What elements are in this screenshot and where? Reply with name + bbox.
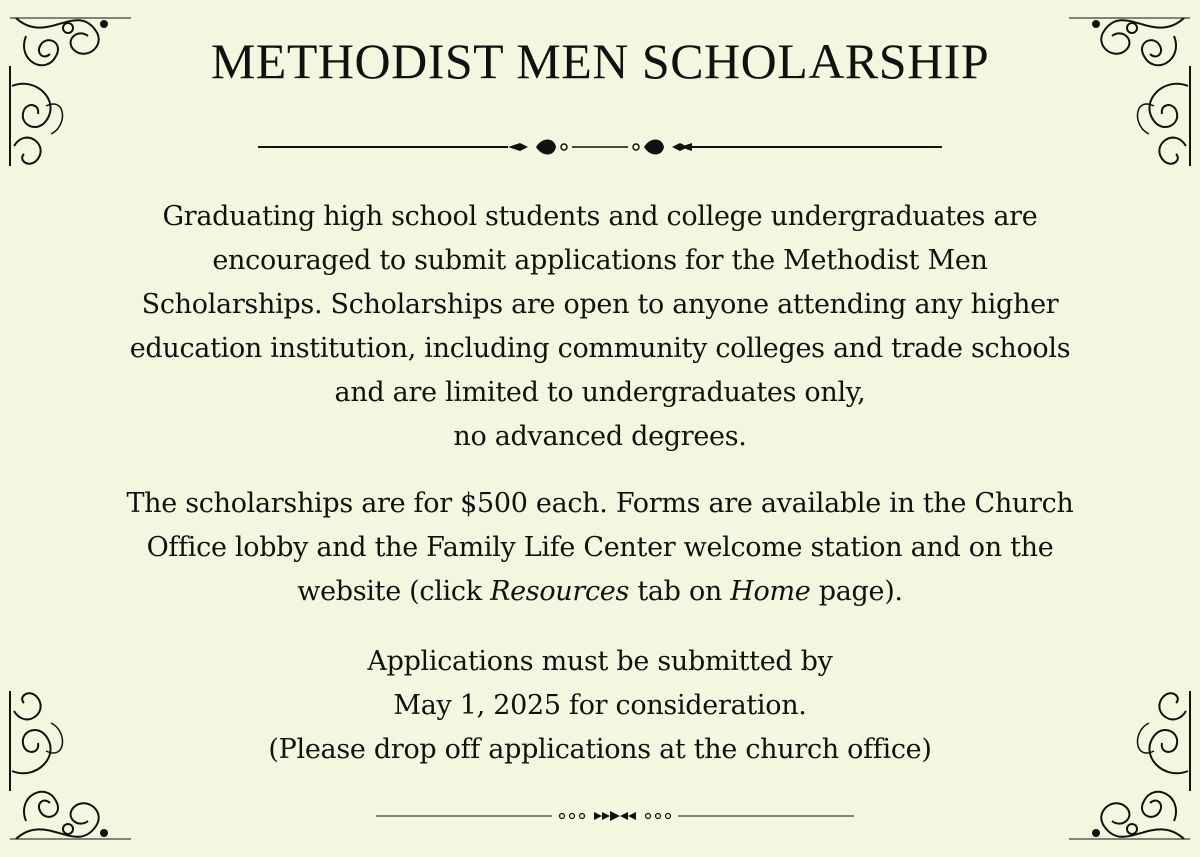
- flourish-corner-icon: [1059, 6, 1194, 174]
- eligibility-paragraph: [120, 195, 1080, 459]
- eligibility-text-end: no advanced degrees.: [453, 421, 747, 452]
- deadline-line-1: Applications must be submitted by: [367, 646, 833, 677]
- deadline-line-3: (Please drop off applications at the church office): [268, 734, 932, 765]
- flourish-corner-icon: [6, 6, 141, 174]
- deadline-paragraph: [120, 640, 1080, 772]
- home-page-label: Home: [730, 576, 811, 607]
- forms-text-after: page).: [810, 576, 903, 607]
- eligibility-text: Graduating high school students and college undergraduates are encouraged to submit applications for the Methodist Men Scholarships. Scholarships are open to anyone attending any higher education institution, including community colleges and trade schools and are limited to undergraduates only,: [129, 201, 1071, 408]
- ornamental-divider-icon: [258, 135, 942, 159]
- forms-text-before: The scholarships are for $500 each. Forms are available in the Church Office lobby and the Family Life Center welcome station and on the website (click: [126, 488, 1074, 607]
- resources-tab-label: Resources: [490, 576, 630, 607]
- page-title: METHODIST MEN SCHOLARSHIP: [210, 33, 990, 89]
- forms-paragraph: [120, 482, 1080, 614]
- deadline-line-2: May 1, 2025 for consideration.: [393, 690, 807, 721]
- forms-text-middle: tab on: [629, 576, 731, 607]
- ornamental-divider-icon: [376, 806, 854, 826]
